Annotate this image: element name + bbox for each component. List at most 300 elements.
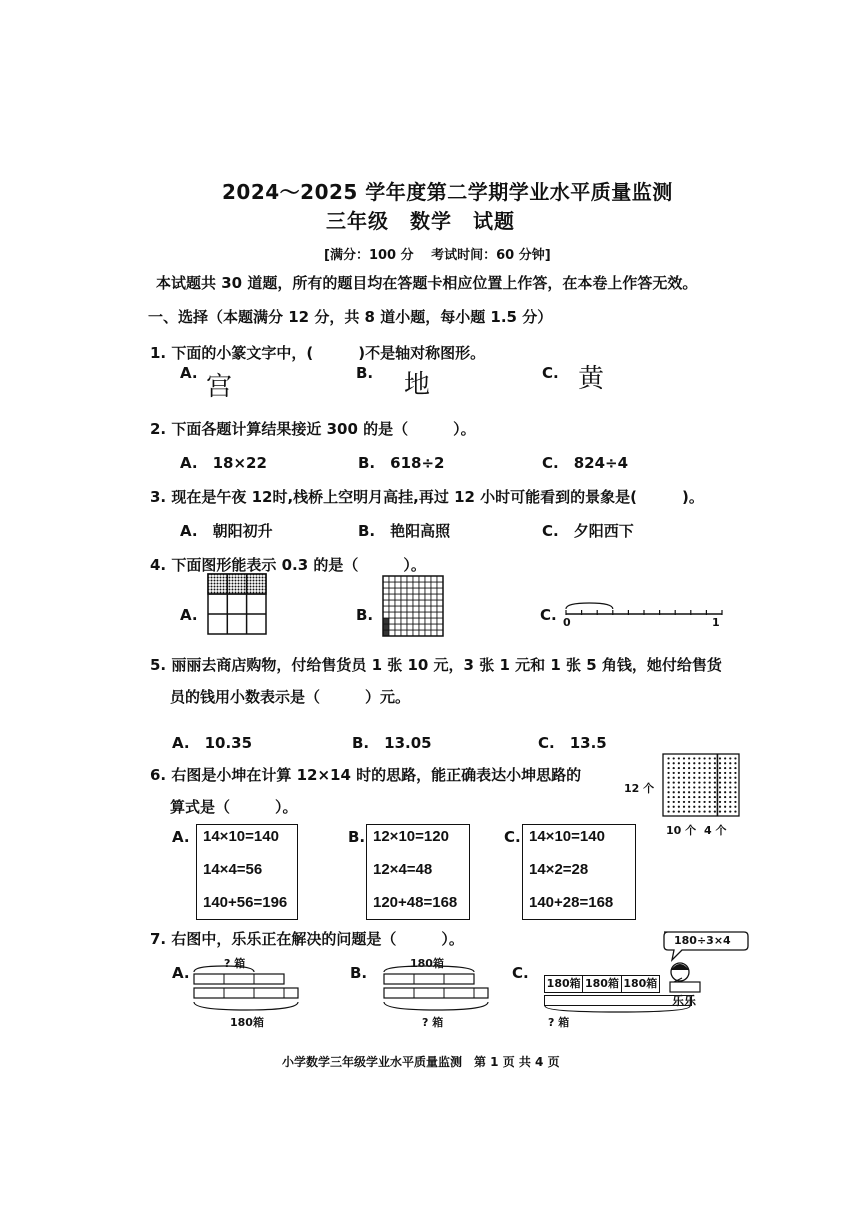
exam-meta: [满分：100 分 考试时间：60 分钟]	[324, 248, 551, 263]
grid-cell	[419, 582, 425, 588]
array-dot	[703, 767, 705, 769]
shaded-cell	[383, 630, 389, 636]
grid-cell	[413, 630, 419, 636]
grid-cell	[389, 588, 395, 594]
array-dot	[703, 796, 705, 798]
array-dot	[683, 791, 685, 793]
q6-right-columns-label: 4 个	[704, 824, 727, 837]
grid-cell	[425, 624, 431, 630]
grid-cell	[395, 624, 401, 630]
q7-text: 7. 右图中，乐乐正在解决的问题是（ ）。	[150, 930, 464, 948]
exam-title: 2024～2025 学年度第二学期学业水平质量监测	[222, 180, 673, 204]
array-dot	[693, 786, 695, 788]
grid-cell	[395, 606, 401, 612]
grid-cell	[401, 600, 407, 606]
q1-option-c-label: C.	[542, 364, 559, 382]
array-dot	[709, 786, 711, 788]
grid-cell	[389, 600, 395, 606]
array-dot	[673, 767, 675, 769]
array-dot	[714, 806, 716, 808]
q7-option-a-label: A.	[172, 964, 190, 982]
q7-option-c-label: C.	[512, 964, 529, 982]
array-dot	[678, 781, 680, 783]
array-dot	[678, 806, 680, 808]
q7-person-label: 乐乐	[672, 994, 697, 1008]
number-line-brace	[566, 603, 613, 609]
array-dot	[719, 791, 721, 793]
shaded-cell	[383, 618, 389, 624]
array-dot	[693, 781, 695, 783]
array-dot	[693, 772, 695, 774]
array-dot	[683, 781, 685, 783]
array-dot	[703, 762, 705, 764]
array-dot	[698, 801, 700, 803]
array-dot	[724, 796, 726, 798]
array-dot	[714, 781, 716, 783]
array-dot	[714, 796, 716, 798]
array-dot	[719, 767, 721, 769]
array-dot	[667, 810, 669, 812]
q1-seal-glyph-b: 地	[404, 370, 431, 400]
grid-cell	[407, 624, 413, 630]
q7-option-b-label: B.	[350, 964, 368, 982]
grid-cell	[389, 582, 395, 588]
array-dot	[688, 791, 690, 793]
grid-cell	[401, 576, 407, 582]
array-dot	[698, 786, 700, 788]
q6-rows-label: 12 个	[624, 782, 655, 795]
grid-cell	[395, 582, 401, 588]
array-dot	[693, 796, 695, 798]
grid-cell	[413, 576, 419, 582]
array-dot	[724, 810, 726, 812]
grid-cell	[395, 618, 401, 624]
array-dot	[693, 762, 695, 764]
grid-cell	[395, 576, 401, 582]
array-dot	[698, 767, 700, 769]
grid-cell	[413, 618, 419, 624]
array-dot	[729, 796, 731, 798]
array-dot	[719, 781, 721, 783]
array-dot	[724, 781, 726, 783]
grid-cell	[395, 630, 401, 636]
array-dot	[673, 772, 675, 774]
array-dot	[709, 796, 711, 798]
array-dot	[703, 810, 705, 812]
q6-a-line-2: 14×4=56	[203, 861, 263, 878]
q1-seal-glyph-a: 宫	[206, 372, 233, 402]
q7-c-bar	[544, 975, 660, 993]
grid-cell	[431, 618, 437, 624]
array-dot	[714, 801, 716, 803]
array-dot	[724, 757, 726, 759]
grid-cell	[413, 594, 419, 600]
grid-cell	[407, 618, 413, 624]
q7-c-bottom-label: ? 箱	[548, 1016, 570, 1029]
grid-cell	[413, 624, 419, 630]
grid-cell	[407, 606, 413, 612]
grid-cell	[431, 600, 437, 606]
array-dot	[709, 772, 711, 774]
array-dot	[719, 762, 721, 764]
array-dot	[714, 767, 716, 769]
q5-text-line2: 员的钱用小数表示是（ ）元。	[170, 688, 411, 706]
grid-cell	[389, 624, 395, 630]
grid-cell	[401, 594, 407, 600]
grid-cell	[413, 600, 419, 606]
array-dot	[673, 777, 675, 779]
grid-cell	[437, 588, 443, 594]
grid-cell	[395, 612, 401, 618]
grid-cell	[407, 588, 413, 594]
array-dot	[703, 777, 705, 779]
array-dot	[688, 806, 690, 808]
grid-cell	[425, 600, 431, 606]
q6-b-line-3: 120+48=168	[373, 894, 458, 911]
array-dot	[673, 801, 675, 803]
q6-option-a-label: A.	[172, 828, 190, 846]
array-dot	[688, 777, 690, 779]
array-dot	[698, 791, 700, 793]
grid-cell	[383, 588, 389, 594]
q1-option-b-label: B.	[356, 364, 374, 382]
array-dot	[719, 757, 721, 759]
array-dot	[673, 791, 675, 793]
array-dot	[678, 767, 680, 769]
grid-cell	[389, 612, 395, 618]
array-dot	[729, 772, 731, 774]
array-dot	[724, 786, 726, 788]
array-dot	[678, 796, 680, 798]
q4-grid-thirds-figure	[207, 573, 267, 635]
array-dot	[724, 801, 726, 803]
array-dot	[688, 781, 690, 783]
grid-cell	[413, 606, 419, 612]
grid-cell	[401, 630, 407, 636]
array-dot	[734, 796, 736, 798]
array-dot	[673, 781, 675, 783]
array-dot	[678, 777, 680, 779]
array-dot	[678, 791, 680, 793]
grid-cell	[383, 576, 389, 582]
q4-number-line-figure	[560, 600, 730, 620]
grid-cell	[413, 612, 419, 618]
array-dot	[698, 796, 700, 798]
array-dot	[688, 796, 690, 798]
q6-option-c-label: C.	[504, 828, 521, 846]
array-dot	[709, 762, 711, 764]
grid-cell	[431, 588, 437, 594]
q6-b-line-2: 12×4=48	[373, 861, 433, 878]
grid-cell	[395, 588, 401, 594]
array-dot	[678, 757, 680, 759]
array-dot	[688, 810, 690, 812]
grid-cell	[425, 594, 431, 600]
array-dot	[683, 777, 685, 779]
q4-text: 4. 下面图形能表示 0.3 的是（ ）。	[150, 556, 426, 574]
section-title: 一、选择（本题满分 12 分，共 8 道小题，每小题 1.5 分）	[148, 308, 553, 326]
q3-option-b: B. 艳阳高照	[358, 522, 451, 540]
array-dot	[678, 772, 680, 774]
array-dot	[688, 786, 690, 788]
array-dot	[698, 772, 700, 774]
q6-b-line-1: 12×10=120	[373, 828, 449, 845]
array-dot	[683, 772, 685, 774]
grid-cell	[419, 600, 425, 606]
grid-cell	[437, 606, 443, 612]
q4-hundred-grid-figure	[382, 575, 444, 637]
array-dot	[683, 806, 685, 808]
array-dot	[714, 791, 716, 793]
shaded-cell	[383, 624, 389, 630]
grid-cell	[437, 630, 443, 636]
q4-option-b-label: B.	[356, 606, 374, 624]
array-dot	[703, 801, 705, 803]
q6-text-line1: 6. 右图是小坤在计算 12×14 时的思路，能正确表达小坤思路的	[150, 766, 582, 784]
q4-line-start-label: 0	[563, 616, 571, 629]
array-dot	[693, 801, 695, 803]
array-dot	[734, 777, 736, 779]
grid-cell	[431, 624, 437, 630]
array-dot	[714, 757, 716, 759]
grid-cell	[431, 594, 437, 600]
array-dot	[667, 777, 669, 779]
array-dot	[683, 801, 685, 803]
grid-cell	[395, 600, 401, 606]
grid-cell	[401, 588, 407, 594]
grid-cell	[413, 588, 419, 594]
array-dot	[714, 762, 716, 764]
array-dot	[667, 767, 669, 769]
q6-left-columns-label: 10 个	[666, 824, 697, 837]
grid-cell	[419, 594, 425, 600]
array-dot	[688, 762, 690, 764]
array-dot	[729, 777, 731, 779]
array-dot	[734, 762, 736, 764]
array-dot	[724, 767, 726, 769]
grid-cell	[437, 612, 443, 618]
grid-cell	[431, 612, 437, 618]
grid-cell	[383, 600, 389, 606]
array-dot	[678, 762, 680, 764]
array-dot	[688, 772, 690, 774]
grid-cell	[425, 612, 431, 618]
array-dot	[667, 772, 669, 774]
array-dot	[709, 801, 711, 803]
array-dot	[709, 791, 711, 793]
q1-option-a-label: A.	[180, 364, 198, 382]
q6-dot-array-figure	[662, 753, 742, 817]
q5-option-c: C. 13.5	[538, 734, 607, 752]
array-dot	[734, 806, 736, 808]
array-dot	[693, 806, 695, 808]
q3-option-c: C. 夕阳西下	[542, 522, 634, 540]
array-dot	[729, 801, 731, 803]
array-dot	[734, 757, 736, 759]
array-dot	[698, 806, 700, 808]
array-dot	[724, 772, 726, 774]
array-dot	[719, 801, 721, 803]
grid-cell	[431, 582, 437, 588]
array-dot	[673, 786, 675, 788]
array-dot	[729, 757, 731, 759]
array-dot	[734, 791, 736, 793]
grid-cell	[413, 582, 419, 588]
array-dot	[698, 757, 700, 759]
array-dot	[734, 767, 736, 769]
array-dot	[703, 786, 705, 788]
q7-bubble-text: 180÷3×4	[674, 934, 731, 947]
q4-option-c-label: C.	[540, 606, 557, 624]
q7-c-cell-3: 180箱	[623, 977, 658, 990]
grid-cell	[419, 630, 425, 636]
array-dot	[673, 810, 675, 812]
grid-cell	[431, 606, 437, 612]
array-dot	[667, 786, 669, 788]
array-dot	[709, 767, 711, 769]
array-dot	[709, 810, 711, 812]
q1-seal-glyph-c: 黄	[578, 364, 605, 394]
instruction-text: 本试题共 30 道题，所有的题目均在答题卡相应位置上作答，在本卷上作答无效。	[156, 274, 698, 292]
grid-cell	[401, 612, 407, 618]
q2-text: 2. 下面各题计算结果接近 300 的是（ ）。	[150, 420, 476, 438]
array-dot	[683, 796, 685, 798]
q6-a-line-3: 140+56=196	[203, 894, 288, 911]
array-dot	[729, 791, 731, 793]
grid-cell	[419, 576, 425, 582]
grid-cell	[425, 618, 431, 624]
array-dot	[673, 796, 675, 798]
array-dot	[724, 777, 726, 779]
grid-cell	[389, 576, 395, 582]
q6-c-line-1: 14×10=140	[529, 828, 605, 845]
array-dot	[693, 777, 695, 779]
grid-cell	[383, 594, 389, 600]
q6-text-line2: 算式是（ ）。	[170, 798, 298, 816]
array-dot	[734, 781, 736, 783]
q7-b-top-label: 180箱	[410, 957, 444, 970]
q7-b-bottom-label: ? 箱	[422, 1016, 444, 1029]
q4-line-end-label: 1	[712, 616, 720, 629]
array-dot	[729, 786, 731, 788]
array-dot	[719, 777, 721, 779]
q1-text: 1. 下面的小篆文字中，( )不是轴对称图形。	[150, 344, 486, 362]
array-dot	[693, 767, 695, 769]
array-dot	[683, 810, 685, 812]
array-dot	[724, 791, 726, 793]
array-dot	[709, 781, 711, 783]
q2-option-c: C. 824÷4	[542, 454, 629, 472]
q3-text: 3. 现在是午夜 12时,栈桥上空明月高挂,再过 12 小时可能看到的景象是( )。	[150, 488, 704, 506]
grid-cell	[383, 612, 389, 618]
array-dot	[703, 772, 705, 774]
grid-cell	[401, 606, 407, 612]
grid-cell	[431, 576, 437, 582]
q5-text-line1: 5. 丽丽去商店购物，付给售货员 1 张 10 元，3 张 1 元和 1 张 5 角钱，她付给售货	[150, 656, 722, 674]
grid-cell	[389, 630, 395, 636]
grid-cell	[419, 606, 425, 612]
grid-cell	[401, 582, 407, 588]
array-dot	[703, 791, 705, 793]
array-dot	[673, 762, 675, 764]
q6-c-line-2: 14×2=28	[529, 861, 589, 878]
array-dot	[729, 806, 731, 808]
grid-cell	[425, 582, 431, 588]
array-dot	[734, 801, 736, 803]
array-dot	[698, 810, 700, 812]
array-dot	[724, 762, 726, 764]
grid-cell	[437, 576, 443, 582]
array-dot	[683, 757, 685, 759]
q5-option-b: B. 13.05	[352, 734, 432, 752]
array-dot	[724, 806, 726, 808]
array-dot	[719, 772, 721, 774]
grid-cell	[419, 588, 425, 594]
grid-cell	[407, 594, 413, 600]
array-dot	[729, 767, 731, 769]
array-dot	[719, 806, 721, 808]
q6-a-line-1: 14×10=140	[203, 828, 279, 845]
grid-cell	[407, 582, 413, 588]
grid-cell	[425, 588, 431, 594]
array-dot	[714, 786, 716, 788]
q7-b-bar-figure	[380, 964, 490, 1020]
grid-cell	[419, 624, 425, 630]
array-dot	[667, 801, 669, 803]
q6-option-b-label: B.	[348, 828, 366, 846]
grid-cell	[407, 630, 413, 636]
q4-option-a-label: A.	[180, 606, 198, 624]
grid-cell	[425, 606, 431, 612]
array-dot	[729, 762, 731, 764]
array-dot	[688, 767, 690, 769]
q5-option-a: A. 10.35	[172, 734, 253, 752]
array-dot	[698, 762, 700, 764]
grid-cell	[401, 618, 407, 624]
array-dot	[719, 810, 721, 812]
grid-cell	[431, 630, 437, 636]
array-dot	[719, 786, 721, 788]
array-dot	[698, 781, 700, 783]
q7-a-bottom-label: 180箱	[230, 1016, 264, 1029]
grid-cell	[437, 582, 443, 588]
array-dot	[729, 810, 731, 812]
grid-cell	[437, 600, 443, 606]
q7-a-top-label: ? 箱	[224, 957, 246, 970]
array-dot	[678, 801, 680, 803]
array-dot	[703, 781, 705, 783]
grid-cell	[425, 576, 431, 582]
grid-cell	[383, 582, 389, 588]
array-dot	[667, 791, 669, 793]
array-dot	[703, 806, 705, 808]
array-dot	[734, 786, 736, 788]
q7-c-cell-1: 180箱	[545, 976, 583, 992]
q7-c-cell-2: 180箱	[583, 976, 621, 992]
grid-cell	[437, 594, 443, 600]
grid-cell	[419, 618, 425, 624]
grid-cell	[419, 612, 425, 618]
array-dot	[714, 777, 716, 779]
array-dot	[667, 806, 669, 808]
array-dot	[714, 772, 716, 774]
array-dot	[709, 806, 711, 808]
array-dot	[678, 810, 680, 812]
array-dot	[678, 786, 680, 788]
q2-option-a: A. 18×22	[180, 454, 267, 472]
array-dot	[709, 777, 711, 779]
array-dot	[714, 810, 716, 812]
